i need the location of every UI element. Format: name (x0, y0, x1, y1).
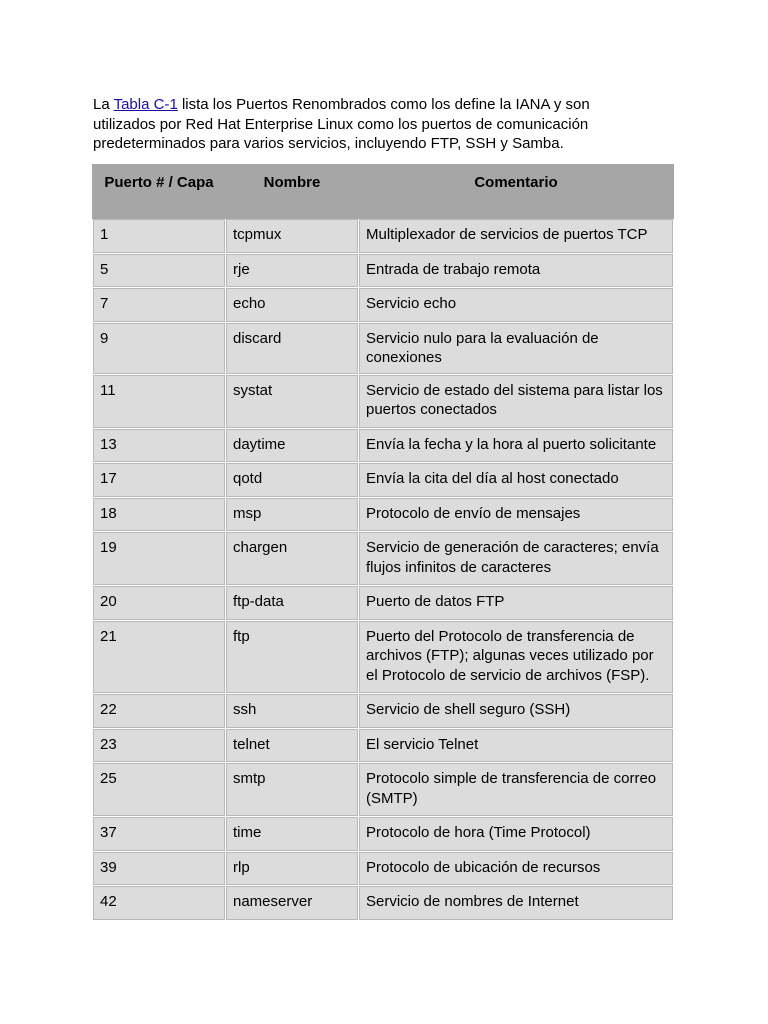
table-row (93, 851, 674, 886)
port-cell: 19 (93, 532, 226, 586)
table-row (93, 322, 674, 374)
name-cell: systat (226, 374, 359, 428)
table-row (93, 886, 674, 921)
port-cell: 23 (93, 728, 226, 763)
table-row (93, 763, 674, 817)
header-port: Puerto # / Capa (93, 165, 226, 219)
name-cell: tcpmux (226, 219, 359, 254)
intro-text-before-link: La (93, 96, 114, 113)
comment-cell: Servicio de generación de caracteres; envía flujos infinitos de caracteres (359, 532, 674, 586)
port-cell: 17 (93, 463, 226, 498)
port-cell: 1 (93, 219, 226, 254)
name-cell: daytime (226, 428, 359, 463)
table-row (93, 288, 674, 323)
comment-cell: Protocolo simple de transferencia de correo (SMTP) (359, 763, 674, 817)
comment-cell: Multiplexador de servicios de puertos TCP (359, 219, 674, 254)
comment-cell: Puerto de datos FTP (359, 586, 674, 621)
comment-cell: Protocolo de hora (Time Protocol) (359, 817, 674, 852)
table-row (93, 374, 674, 428)
name-cell: rje (226, 253, 359, 288)
comment-cell: Servicio nulo para la evaluación de conexiones (359, 322, 674, 374)
comment-cell: Protocolo de ubicación de recursos (359, 851, 674, 886)
comment-cell: Protocolo de envío de mensajes (359, 497, 674, 532)
table-row (93, 694, 674, 729)
port-cell: 42 (93, 886, 226, 921)
name-cell: rlp (226, 851, 359, 886)
comment-cell: El servicio Telnet (359, 728, 674, 763)
comment-cell: Envía la cita del día al host conectado (359, 463, 674, 498)
table-row (93, 497, 674, 532)
name-cell: echo (226, 288, 359, 323)
intro-paragraph (93, 95, 633, 154)
table-row (93, 728, 674, 763)
table-row (93, 817, 674, 852)
port-cell: 5 (93, 253, 226, 288)
port-cell: 11 (93, 374, 226, 428)
comment-cell: Servicio de estado del sistema para listar los puertos conectados (359, 374, 674, 428)
name-cell: ssh (226, 694, 359, 729)
name-cell: time (226, 817, 359, 852)
comment-cell: Entrada de trabajo remota (359, 253, 674, 288)
table-header-row (93, 165, 674, 219)
intro-text-after-link: lista los Puertos Renombrados como los define la IANA y son utilizados por Red Hat Enterprise Linux como los puertos de comunicación predeterminados para varios servicios, incluyendo FTP, SSH y Samba. (93, 96, 590, 152)
port-cell: 13 (93, 428, 226, 463)
table-row (93, 532, 674, 586)
comment-cell: Servicio echo (359, 288, 674, 323)
comment-cell: Envía la fecha y la hora al puerto solicitante (359, 428, 674, 463)
port-cell: 18 (93, 497, 226, 532)
port-cell: 9 (93, 322, 226, 374)
name-cell: nameserver (226, 886, 359, 921)
table-row (93, 620, 674, 694)
header-name: Nombre (226, 165, 359, 219)
header-comment: Comentario (359, 165, 674, 219)
name-cell: smtp (226, 763, 359, 817)
name-cell: chargen (226, 532, 359, 586)
port-cell: 37 (93, 817, 226, 852)
name-cell: ftp (226, 620, 359, 694)
ports-table (92, 164, 674, 921)
table-row (93, 586, 674, 621)
port-cell: 25 (93, 763, 226, 817)
port-cell: 20 (93, 586, 226, 621)
comment-cell: Servicio de nombres de Internet (359, 886, 674, 921)
table-row (93, 219, 674, 254)
name-cell: ftp-data (226, 586, 359, 621)
table-row (93, 463, 674, 498)
port-cell: 39 (93, 851, 226, 886)
name-cell: msp (226, 497, 359, 532)
table-row (93, 428, 674, 463)
comment-cell: Puerto del Protocolo de transferencia de archivos (FTP); algunas veces utilizado por el Protocolo de servicio de archivos (FSP). (359, 620, 674, 694)
port-cell: 7 (93, 288, 226, 323)
port-cell: 21 (93, 620, 226, 694)
name-cell: telnet (226, 728, 359, 763)
port-cell: 22 (93, 694, 226, 729)
table-c1-link[interactable]: Tabla C-1 (113, 96, 178, 113)
table-row (93, 253, 674, 288)
name-cell: qotd (226, 463, 359, 498)
comment-cell: Servicio de shell seguro (SSH) (359, 694, 674, 729)
name-cell: discard (226, 322, 359, 374)
